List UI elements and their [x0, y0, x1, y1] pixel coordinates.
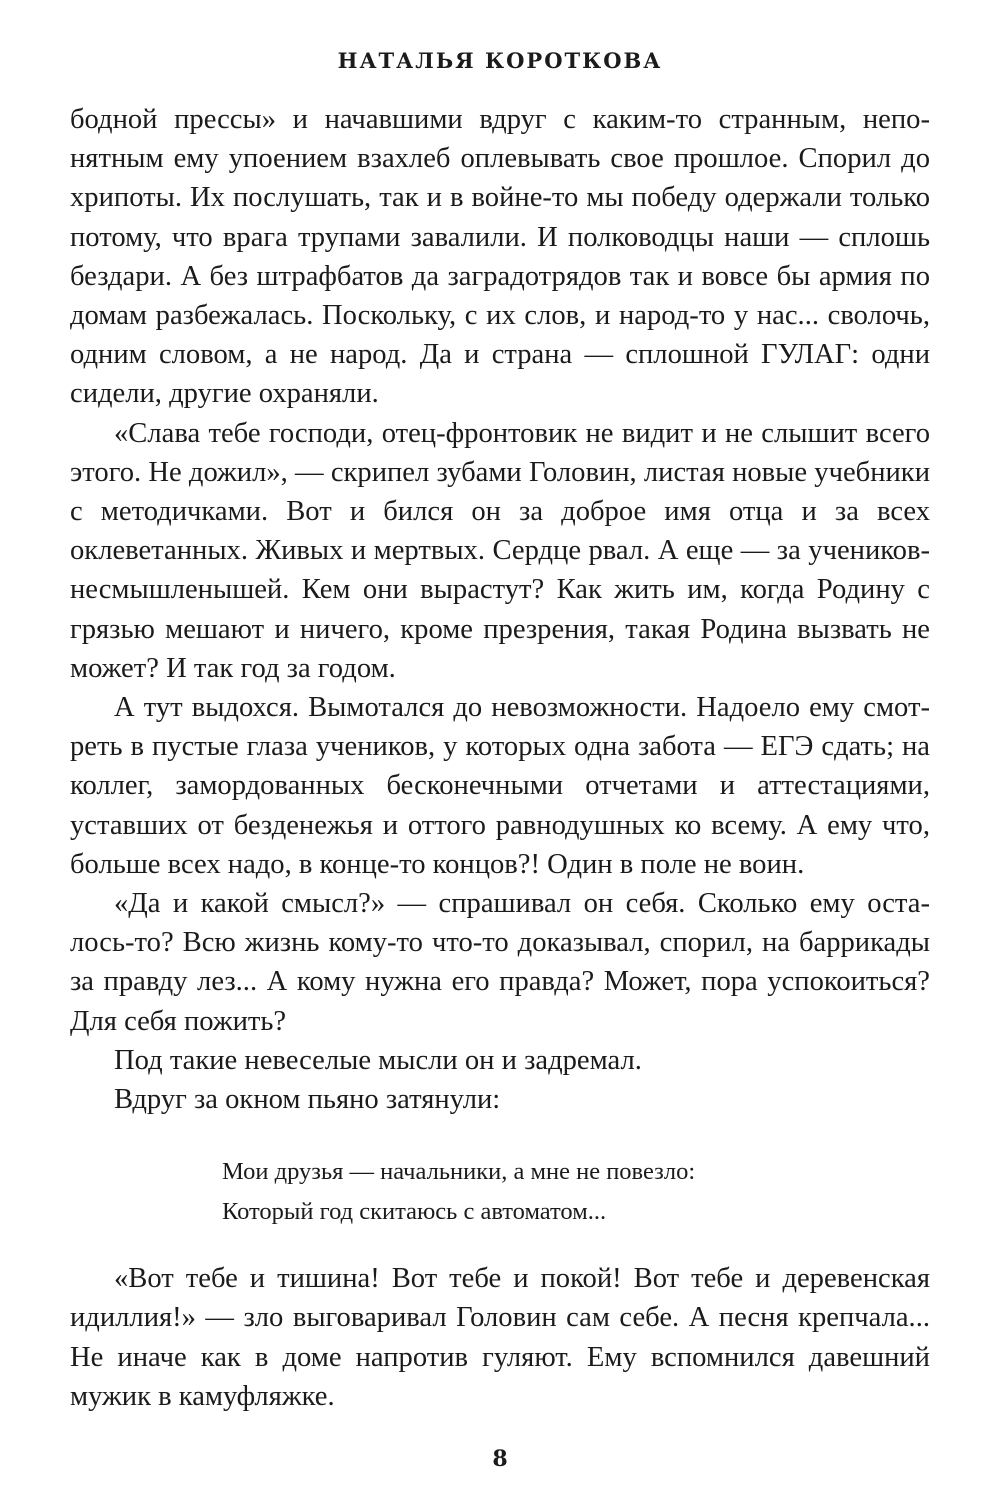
paragraph: «Слава тебе господи, отец-фронтовик не видит и не слышит всего этого. Не дожил», — скрипел зубами Головин, листая новые учебники с методичками. Вот и бился он за доброе имя отца и за всех оклеветанных. Живых и мертвых. Сердце рвал. А еще — за учеников-несмышленышей. Кем они вырастут? Как жить им, когда Родину с грязью мешают и ничего, кроме презрения, такая Родина вызвать не может? И так год за годом.: [70, 417, 930, 684]
paragraph: Вдруг за окном пьяно затянули:: [114, 1084, 501, 1116]
running-header-author: НАТАЛЬЯ КОРОТКОВА: [337, 48, 663, 73]
page-number: 8: [492, 1446, 508, 1472]
verse-line: Мои друзья — начальники, а мне не повезло:: [222, 1158, 696, 1186]
paragraph: А тут выдохся. Вымотался до невозможности. Надоело ему смотреть в пустые глаза учеников, у которых одна забота — ЕГЭ сдать; на коллег, замордованных бесконечными отчетами и аттестациями, уставших от безденежья и оттого равнодушных ко всему. А ему что, больше всех надо, в конце-то концов?! Один в поле не воин.: [70, 692, 930, 880]
verse-line: Который год скитаюсь с автоматом...: [222, 1198, 607, 1226]
paragraph: «Вот тебе и тишина! Вот тебе и покой! Вот тебе и деревенская идиллия!» — зло выговаривал Головин сам себе. А песня крепчала... Не иначе как в доме напротив гуляют. Ему вспомнился давешний мужик в камуфляжке.: [70, 1263, 930, 1412]
body-text: [70, 100, 930, 1416]
paragraph-continued: бодной прессы» и начавшими вдруг с каким-то странным, непонятным ему упоением взахлеб оплевывать свое прошлое. Спорил до хрипоты. Их послушать, так и в войне-то мы победу одержали только потому, что врага трупами завалили. И полководцы наши — сплошь бездари. А без штрафбатов да заградотрядов так и вовсе бы армия по домам разбежалась. Поскольку, с их слов, и народ-то у нас... сволочь, одним словом, а не народ. Да и страна — сплошной ГУЛАГ: одни сидели, другие охраняли.: [70, 104, 930, 410]
paragraph: Под такие невеселые мысли он и задремал.: [114, 1044, 642, 1076]
song-verse: [222, 1152, 930, 1232]
paragraph: «Да и какой смысл?» — спрашивал он себя. Сколько ему осталось-то? Всю жизнь кому-то что-то доказывал, спорил, на баррикады за правду лез... А кому нужна его правда? Может, пора успокоиться? Для себя пожить?: [70, 888, 930, 1037]
